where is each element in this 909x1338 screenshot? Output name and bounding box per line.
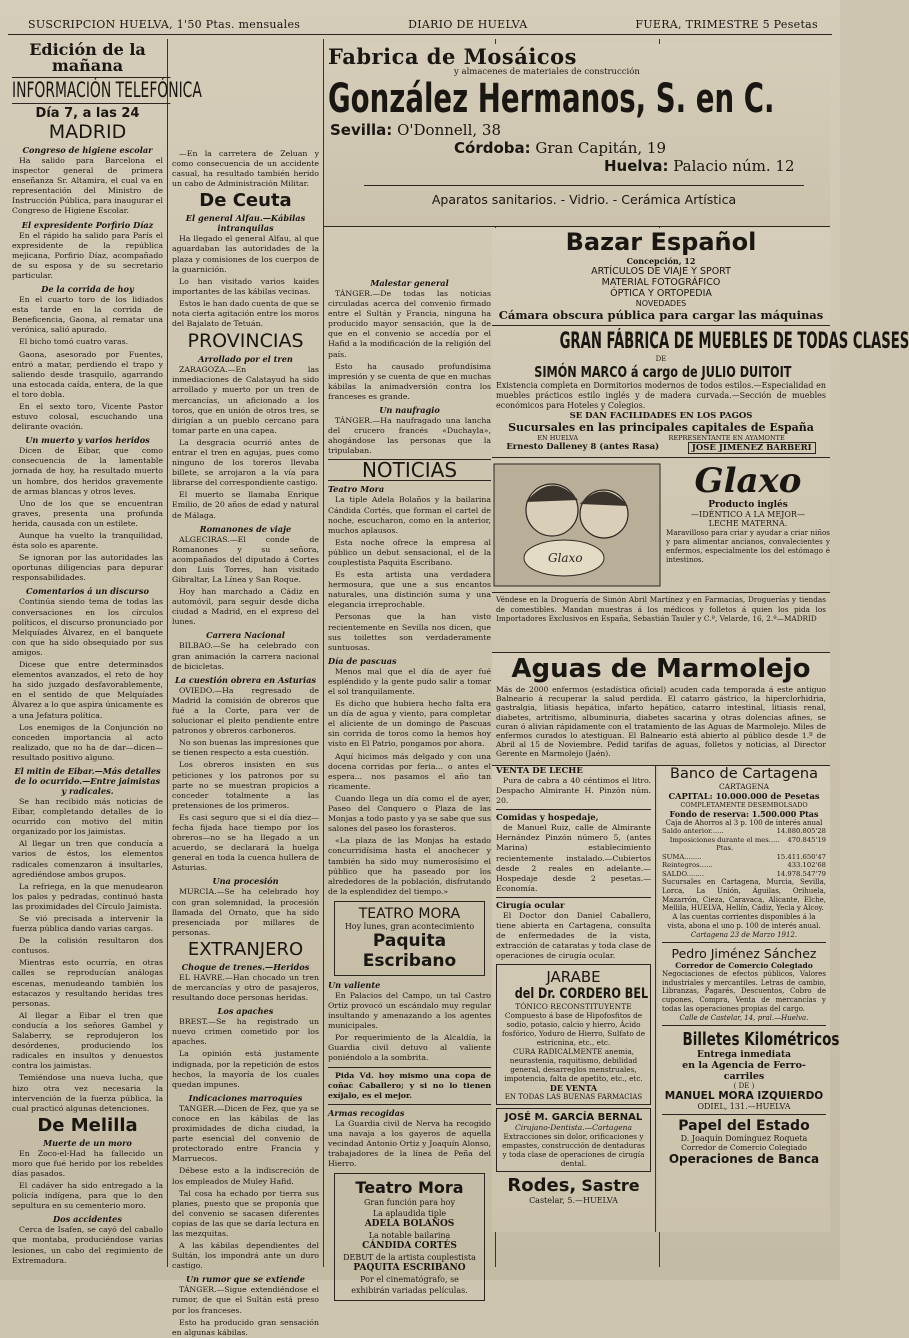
paragraph: Es dicho que hubiera hecho falta era un día de agua y viento, para completar el aliciente de un domingo de Pascuas sin corrida de toros como la hemos hoy visto en El Patrio, pongamos por ahora. xyxy=(328,699,491,749)
ad-title: Fabrica de Mosáicos xyxy=(328,44,577,69)
paragraph: Dicen de Eibar, que como consecuencia de la lamentable jornada de hoy, ha resultado muerto un hombre, dos heridos gravemente de armas blancas y otros leves. xyxy=(12,446,163,496)
paragraph: TÁNGER.—Ha naufragado una lancha del crucero francés «Duchayla», ahogándose las personas que la tripulaban. xyxy=(328,416,491,456)
paragraph: En el cuarto toro de los lidiados esta tarde en la corrida de Beneficencia, Gaona, al rematar una verónica, salió apurado. xyxy=(12,295,163,335)
ad-bazar-espanol xyxy=(492,228,830,326)
ad-text: Ernesto Dalleney 8 (antes Rasa) xyxy=(506,442,660,452)
headline: Día de pascuas xyxy=(328,655,397,666)
paragraph: Continúa siendo tema de todas las conversaciones en los círculos políticos, el discurso pronunciado por Melquíades Álvarez, en el banquete con que ha sido obsequiado por sus amigos. xyxy=(12,597,163,657)
paragraph: Débese esto a la indiscreción de los empleados de Muley Hafid. xyxy=(172,1166,319,1186)
paragraph: BILBAO.—Se ha celebrado con gran animación la carrera nacional de bicicletas. xyxy=(172,641,319,671)
bank-ledger-row xyxy=(662,853,826,862)
ad-text: Concepción, 12 xyxy=(626,256,696,266)
column-4-lower xyxy=(492,766,656,1232)
paragraph: TÁNGER.—Sigue extendiéndose el rumor, de que el Sultán está preso por los franceses. xyxy=(172,1285,319,1315)
ad-text: TÓNICO RECONSTITUYENTE xyxy=(515,1002,632,1012)
ad-title: TEATRO MORA xyxy=(358,905,461,922)
city-madrid: MADRID xyxy=(48,121,127,143)
ad-text: Calle de Castelar, 14, pral.—Huelva. xyxy=(679,1013,809,1022)
headline: Un rumor que se extiende xyxy=(186,1274,305,1285)
paragraph: BREST.—Se ha registrado un nuevo crimen cometido por los apaches. xyxy=(172,1017,319,1047)
section-informacion-telefonica: INFORMACIÓN TELEFÓNICA xyxy=(12,78,202,102)
edition-title: Edición de la mañana xyxy=(29,40,146,75)
ad-text: SIMÓN MARCO á cargo de JULIO DUITOIT xyxy=(534,363,792,381)
headline: El expresidente Porfirio Díaz xyxy=(21,219,154,230)
ad-teatro-mora-funcion xyxy=(334,1173,485,1301)
paragraph: De la colisión resultaron dos contusos. xyxy=(12,936,163,956)
paragraph: Cuando llega un día como el de ayer, Paseo del Conquero o Plaza de las Monjas a todo pasto y ya se sabe que sus salones del paseo los forasteros. xyxy=(328,793,491,834)
ad-address: Gran Capitán, 19 xyxy=(535,139,667,157)
ad-text: MATERIAL FOTOGRÁFICO xyxy=(601,277,721,288)
glaxo-distribution: Véndese en la Droguería de Simón Abril Martínez y en Farmacias, Droguerías y tiendas de comestibles. Mandan muestras á los médicos y folletos á quien los pida los Importadores Exclusivos en España, Sebastián Tauler y C.ª, Velarde, 16, 2.º—MADRID xyxy=(496,595,826,623)
ad-text: EN TODAS LAS BUENAS FARMACIAS xyxy=(504,1093,643,1102)
paragraph: No son buenas las impresiones que se tienen respecto a esta cuestión. xyxy=(172,738,319,758)
ad-text: Corredor de Comercio Colegiado xyxy=(675,960,813,970)
headline: Armas recogidas xyxy=(328,1107,405,1118)
paragraph: Ha llegado el general Alfau, al que aguardaban las autoridades de la plaza y comisiones de los cuerpos de la guarnición. xyxy=(172,234,319,274)
ad-title: Teatro Mora xyxy=(355,1178,464,1198)
paragraph: El bicho tomó cuatro varas. xyxy=(19,337,129,347)
paragraph: Es casi seguro que si el día diez—fecha fijada hace tiempo por los obreros—no se ha llegado a un acuerdo, se declarará la huelga general en toda la cuenca hullera de Asturias. xyxy=(172,812,319,873)
ad-company-name: González Hermanos, S. en C. xyxy=(328,76,775,122)
ad-title: Bazar Español xyxy=(565,228,757,256)
bank-ledger-row xyxy=(662,827,826,836)
paragraph: Al llegar a Eibar el tren que conducía a los señores Gambel y Salaberry, se reprodujeron los desórdenes, produciendo los radicales en insultos y denuestos contra los jaimistas. xyxy=(12,1010,163,1071)
ledger-value: 14.880.805'28 xyxy=(776,827,826,835)
paragraph: Personas que la han visto recientemente en Sevilla nos dicen, que sus toilettes son verdaderamente suntuosas. xyxy=(328,612,491,652)
headline: Muerte de un moro xyxy=(43,1137,132,1148)
headline: Los apaches xyxy=(217,1006,274,1017)
city-melilla: De Melilla xyxy=(37,1114,138,1136)
ad-city: Huelva: xyxy=(604,157,669,175)
divider xyxy=(496,897,651,898)
ad-text: Fondo de reserva: 1.500.000 Ptas xyxy=(669,809,819,819)
paragraph: Hoy han marchado a Cádiz en automóvil, para seguir desde dicha ciudad a Madrid, en el expreso del lunes. xyxy=(172,587,319,627)
headline: Un naufragio xyxy=(379,405,440,416)
paragraph: La tiple Adela Bolaños y la bailarina Cándida Cortés, que forman el cartel de noche, escucharon, como en la anterior, muchos aplausos. xyxy=(328,495,491,535)
paragraph: ALGECIRAS.—El conde de Romanones y su señora, acompañados del diputado á Cortes don Luis Torres, han visitado Gibraltar, La Línea y San Roque. xyxy=(172,534,319,584)
paragraph: El cadáver ha sido entregado a la policía indígena, para que lo den sepultura en su cementerio moro. xyxy=(12,1181,163,1211)
ad-text: DEBUT de la artista couplestista xyxy=(343,1253,476,1263)
ad-products: Aparatos sanitarios. - Vidrio. - Cerámica Artística xyxy=(364,185,804,207)
ad-text: Operaciones de Banca xyxy=(668,1151,820,1166)
headline: Comentarios á un discurso xyxy=(26,586,149,597)
bank-ledger-row xyxy=(662,836,826,853)
ad-glaxo xyxy=(492,458,830,593)
paragraph: Lo han visitado varios kaides importantes de las kábilas vecinas. xyxy=(172,276,319,296)
ad-text: Maravilloso para criar y ayudar a criar niños y para alimentar ancianos, convalecientes y enfermos, especialmente los del estómago é intestinos. xyxy=(666,528,830,564)
headline: Cirugía ocular xyxy=(496,900,565,911)
ad-text: Gran función para hoy xyxy=(363,1198,455,1208)
ad-text: CARTAGENA xyxy=(718,782,770,791)
ledger-label: Imposiciones durante el mes..... Ptas. xyxy=(669,835,780,852)
headline: Indicaciones marroquíes xyxy=(188,1092,303,1103)
ad-title: Papel del Estado xyxy=(678,1117,810,1134)
paragraph: Pura de cabra a 40 céntimos el litro. Despacho Almirante H. Pinzón núm. 20. xyxy=(496,776,651,806)
ad-text: CÁNDIDA CORTÉS xyxy=(362,1241,457,1252)
paragraph: Esto ha producido gran sensación en algunas kábilas. xyxy=(172,1317,319,1337)
paragraph: El Doctor don Daniel Caballero, tiene abierta en Cartagena, consulta de enfermedades de la vista, extracción de cataratas y toda clase de operaciones de cirugía ocular. xyxy=(496,910,651,961)
ad-text: Sucursales en Cartagena, Murcia, Sevilla, Lorca, La Unión, Águilas, Orihuela, Mazarrón, Cieza, Caravaca, Alicante, Elche, Mellila, HUELVA, Hellín, Cádiz, Yecla y Alcoy. xyxy=(662,878,826,913)
ad-banco-cartagena xyxy=(662,766,826,943)
ad-text: Por el cinematógrafo, se exhibirán variadas películas. xyxy=(351,1275,468,1296)
ad-title: Sastre xyxy=(581,1176,640,1196)
paragraph: Esta noche ofrece la empresa al público un debut sensacional, el de la couplestista Paquita Escribano. xyxy=(328,537,491,567)
paragraph: El muerto se llamaba Enrique Emilio, de 20 años de edad y natural de Málaga. xyxy=(172,490,319,520)
paragraph: Los obreros insisten en sus peticiones y los patronos por su parte no se muestran propicios a conceder totalmente a las pretensiones de los primeros. xyxy=(172,760,319,810)
ledger-label: SALDO........ xyxy=(662,869,704,878)
ad-text: NOVEDADES xyxy=(635,299,687,308)
divider xyxy=(328,1067,491,1068)
paragraph: En el sexto toro, Vicente Pastor estuvo colosal, escuchando una delirante ovación. xyxy=(12,401,163,432)
ad-text: PAQUITA ESCRIBANO xyxy=(353,1263,466,1274)
paragraph: Los enemigos de la Conjunción no conceden importancia al acto realizado, que no ha de dar—dicen—resultado positivo alguno. xyxy=(12,722,163,762)
paragraph: TÁNGER.—De todas las noticias circuladas acerca del convenio firmado entre el Sultán y Francia, ninguna ha producido mayor sensación, que la de que en el convenio se accedía por el Hafid a la modificación de la religión del país. xyxy=(328,289,491,359)
ad-text: Castelar, 5.—HUELVA xyxy=(529,1196,618,1206)
ad-text: Sucursales en las principales capitales de España xyxy=(508,421,814,434)
paragraph: Uno de los que se encuentran graves, presenta una profunda herida, causada con un estilete. xyxy=(12,498,163,528)
headline: Malestar general xyxy=(370,278,449,288)
bank-ledger-row xyxy=(662,870,826,879)
ad-text: Corredor de Comercio Colegiado xyxy=(681,1142,807,1152)
ad-subtitle: y almacenes de materiales de construcción xyxy=(454,67,640,77)
paragraph: TANGER.—Dicen de Fez, que ya se conoce en las kábilas de las proximidades de dicha ciudad, la parte esencial del convenio de protectorado entre Francia y Marruecos. xyxy=(172,1103,319,1164)
glaxo-logo: Glaxo xyxy=(694,461,802,501)
headline: Romanones de viaje xyxy=(199,523,292,534)
ad-text: Existencia completa en Dormitorios modernos de todos estilos.—Especialidad en muebles prácticos estilo inglés y de madera curvada.—Sección de muebles económicos para Hoteles y Colegios. xyxy=(496,381,826,410)
ad-pedro-jimenez xyxy=(662,943,826,1026)
paragraph: EL HAVRE.—Han chocado un tren de mercancías y otro de pasajeros, resultando doce personas heridas. xyxy=(172,972,319,1003)
paragraph: La refriega, en la que menudearon los palos y pedradas, continuó hasta las proximidades del Círculo Jaimista. xyxy=(12,881,163,911)
paragraph: Tal cosa ha echado por tierra sus planes, puesto que se proponía que del convenio se sacasen diferentes copias de las que se daría lectura en las mezquitas. xyxy=(172,1188,319,1238)
paragraph: Cerca de Isafen, se cayó del caballo que montaba, produciéndose varias lesiones, un cabo del regimiento de Extremadura. xyxy=(12,1225,163,1265)
ad-text: ODIEL, 131.—HUELVA xyxy=(697,1101,791,1111)
ad-text: Producto inglés xyxy=(708,500,788,510)
ad-text: La notable bailarina xyxy=(368,1231,451,1241)
ad-text: Cámara obscura pública para cargar las máquinas xyxy=(498,308,824,322)
ad-text: ARTÍCULOS DE VIAJE Y SPORT xyxy=(591,266,731,277)
ad-text: Hoy lunes, gran acontecimiento xyxy=(344,921,475,931)
headline: La cuestión obrera en Asturias xyxy=(174,674,317,685)
ad-text: ( DE ) xyxy=(733,1081,755,1090)
section-extranjero: EXTRANJERO xyxy=(187,938,304,960)
paragraph: A las kábilas dependientes del Sultán, los impondrá ante un duro castigo. xyxy=(172,1241,319,1271)
paragraph: Gaona, asesorado por Fuentes, entró a matar, perdiendo el trapo y saliendo desde trasquilo, agarrando una estocada caída, entera, de la que el toro dobla. xyxy=(12,349,163,399)
paragraph: de Manuel Ruiz, calle de Almirante Hernández Pinzón número 5, (antes Marina) establecimiento recientemente instalado.—Cubiertos desde 2 reales en adelante.—Hospedaje desde 2 pesetas.—Economía. xyxy=(496,823,651,893)
ad-text: ADELA BOLAÑOS xyxy=(364,1219,455,1230)
ledger-value: 433.102'68 xyxy=(787,861,826,869)
ad-text: A las cuentas corrientes disponibles á la vista, abona el uno p. 100 de interés anual. xyxy=(667,913,821,930)
ad-text: Extracciones sin dolor, orificaciones y empastes, construcción de dentaduras y toda clase de operaciones de cirugía dental. xyxy=(502,1132,645,1169)
paragraph: En Zoco-el-Had ha fallecido un moro que fué herido por los rebeldes días pasados. xyxy=(12,1148,163,1178)
ad-title: Rodes, xyxy=(507,1175,577,1197)
paragraph: La opinión está justamente indignada, por la repetición de estos hechos, la mayoría de los cuales quedan impunes. xyxy=(172,1049,319,1089)
ad-title: JOSÉ M. GARCÍA BERNAL xyxy=(504,1112,643,1124)
ledger-value: 14.978.547'79 xyxy=(776,869,826,878)
headline: El general Alfau.—Kábilas intranquilas xyxy=(185,213,306,234)
bank-ledger xyxy=(662,827,826,878)
ad-text: La aplaudida tiple xyxy=(372,1209,447,1219)
ad-city: Sevilla: xyxy=(330,121,393,139)
paragraph: Ha salido para Barcelona el inspector general de primera enseñanza Sr. Altamira, el cual va en representación del Ministro de Instrucción Pública, para inaugurar el Congreso de Higiene Escolar. xyxy=(12,156,164,216)
headline: Teatro Mora xyxy=(328,484,385,495)
ad-teatro-mora-paquita xyxy=(334,901,485,976)
paragraph: Aunque ha vuelto la tranquilidad, ésta solo es aparente. xyxy=(12,531,163,551)
ad-text: MANUEL MORA IZQUIERDO xyxy=(664,1089,824,1102)
ad-text: CAPITAL: 10.000.000 de Pesetas xyxy=(668,791,820,801)
headline: Un muerto y varios heridos xyxy=(25,435,150,446)
ad-aguas-marmolejo xyxy=(492,652,830,766)
ad-text: Caja de Ahorros al 3 p. 100 de interés anual xyxy=(665,819,823,827)
ad-text: LECHE MATERNA. xyxy=(708,519,788,528)
subscription-local: SUSCRIPCION HUELVA, 1'50 Ptas. mensuales xyxy=(28,18,301,31)
paragraph: En el rápido ha salido para París el expresidente de la república mejicana, Porfirio Díaz, acompañado de su esposa y de su secretario particular. xyxy=(12,230,163,280)
column-2 xyxy=(168,39,324,1337)
ad-title: GRAN FÁBRICA DE MUEBLES DE TODAS CLASES xyxy=(559,329,909,354)
divider xyxy=(496,809,651,810)
ad-muebles-simon-marco xyxy=(492,326,909,458)
paragraph: Estos le han dado cuenta de que se nota cierta agitación entre los moros del Bajalato de Tetuán. xyxy=(172,298,319,329)
ad-cognac: Pida Vd. hoy mismo una copa de coñac Caballero; y si no lo tienen exíjalo, es el mejor. xyxy=(328,1070,491,1100)
ad-title: Pedro Jiménez Sánchez xyxy=(671,945,817,961)
headline: Una procesión xyxy=(212,876,279,887)
ad-text: COMPLETAMENTE DESEMBOLSADO xyxy=(680,801,808,809)
ad-text: JOSÉ JIMÉNEZ BARBERI xyxy=(688,442,816,454)
paragraph: En Palacios del Campo, un tal Castro Ortiz provocó un escándalo muy regular insultando y amenazando a los agentes municipales. xyxy=(328,990,491,1031)
paragraph: La Guardia civil de Nerva ha recogido una navaja a los gayeros de aquella vecindad Antonio Ortiz y Joaquín Alonso, trabajadores de la línea de Peña del Hierro. xyxy=(328,1118,491,1169)
newspaper-name: DIARIO DE HUELVA xyxy=(408,18,528,31)
ad-text: en la Agencia de Ferro-carriles xyxy=(682,1059,806,1082)
ad-title: del Dr. CORDERO BEL xyxy=(514,986,649,1003)
headline: Carrera Nacional xyxy=(206,630,285,641)
subscription-external: FUERA, TRIMESTRE 5 Pesetas xyxy=(635,18,818,31)
paragraph: Por requerimiento de la Alcaldía, la Guardia civil detuvo al valiente poniéndolo a la sombrita. xyxy=(328,1033,491,1063)
paragraph: MURCIA.—Se ha celebrado hoy con gran solemnidad, la procesión llamada del Ornato, que ha sido presenciada por millares de personas. xyxy=(172,887,319,937)
paragraph: Es esta artista una verdadera hermosura, que une a sus encantos naturales, una distinción suma y una elegancia irreprochable. xyxy=(328,570,491,610)
ledger-label: SUMA........ xyxy=(662,852,702,861)
paragraph: Esto ha causado profundísima impresión y se cuenta de que en muchas kábilas la animadversión contra los franceses es grande. xyxy=(328,361,491,401)
ad-text: CURA RADICALMENTE anemia, neurastenia, raquitismo, debilidad general, desarreglos menstruales, impotencia, falta de apetito, etc., etc. xyxy=(504,1047,643,1084)
ad-title: Aguas de Marmolejo xyxy=(511,654,811,684)
ad-text: Cartagena 23 de Marzo 1912. xyxy=(690,930,798,939)
headline: VENTA DE LECHE xyxy=(496,766,583,776)
ledger-label: Reintegros...... xyxy=(662,861,713,869)
headline: Choque de trenes.—Heridos xyxy=(181,961,310,972)
ad-text: ÓPTICA Y ORTOPEDIA xyxy=(610,288,712,299)
headline: Comidas y hospedaje, xyxy=(496,813,599,824)
ad-text: Entrega inmediata xyxy=(696,1049,792,1060)
ad-title: Banco de Cartagena xyxy=(670,766,818,782)
headline: De la corrida de hoy xyxy=(41,284,134,295)
ledger-value: 15.411.650'47 xyxy=(776,852,826,861)
column-5-lower xyxy=(658,766,840,1232)
paragraph: —En la carretera de Zeluan y como consecuencia de un accidente casual, ha resultado también herido un cabo de Administración Militar. xyxy=(172,149,319,189)
ad-text: Compuesto á base de Hipofosfitos de sodio, potasio, calcio y hierro, Ácido fosfórico, Yoduro de Hierro, Sulfato de estricnina, etc., etc. xyxy=(501,1011,646,1048)
paragraph: Se han recibido más noticias de Eibar, completando detalles de lo ocurrido con motivo del mitin organizado por los jaimistas. xyxy=(12,796,163,837)
svg-text:Glaxo: Glaxo xyxy=(548,551,583,565)
headline: Un valiente xyxy=(328,979,381,990)
ad-text: Más de 2000 enfermos (estadística oficial) acuden cada temporada á este antiguo Balneario á recuperar la salud perdida. El catarro gástrico, la hiperclorhidria, gastralgia, litiasis hepática, infarto hepático, catarro intestinal, litiasis renal, diabetes, artritismo, albuminuria, diabetes sacarina y otras dolencias afines, se curan ó alivian rápidamente con el tratamiento de las Aguas de Marmolejo. Miles de enfermos curados lo atestiguan. El Balneario está abierto al público desde 1.º de Abril al 15 de Noviembre. Pedid tarifas de aguas, folletos y noticias, al Director Gerente en Marmolejo (Jaén). xyxy=(496,685,826,759)
ad-garcia-bernal xyxy=(496,1108,651,1172)
glaxo-children-illustration xyxy=(492,462,662,588)
ad-text: DE VENTA xyxy=(549,1083,598,1094)
dateline: Día 7, a las 24 xyxy=(35,106,140,121)
ad-address: Palacio núm. 12 xyxy=(673,157,795,175)
bank-ledger-row xyxy=(662,861,826,870)
ad-text: —IDÉNTICO A LA MEJOR— xyxy=(691,510,805,519)
ad-text: SE DAN FACILIDADES EN LOS PAGOS xyxy=(569,411,753,421)
ledger-label: Saldo anterior...... xyxy=(662,827,724,835)
paragraph: «La plaza de las Monjas ha estado concurridísima hasta el anochecer y también ha sido muy numerosísimo el público que ha paseado por los alrededores de la población, disfrutando de la esplendidez del tiempo.» xyxy=(328,836,491,896)
ad-text: D. Joaquín Domínguez Roqueta xyxy=(680,1133,808,1143)
column-1 xyxy=(8,39,202,1267)
headline: Arrollado por el tren xyxy=(198,354,293,365)
paragraph: ZARAGOZA.—En las inmediaciones de Calatayud ha sido arrollado y muerto por un tren de mercancías, un aficionado a los toros, que en unión de otros tres, se dirigían a un pueblo cercano para tomar parte en una capea. xyxy=(172,365,319,435)
headline: El mitin de Eibar.—Más detalles de lo ocurrido.—Entre jaimistas y radicales. xyxy=(14,765,161,796)
paragraph: Dicese que entre determinados elementos avanzados, el reto de hoy ha sido juzgado desfavorablemente, en el sentido de que Melquíades Álvarez a lo que aspira únicamente es a una Jefatura política. xyxy=(12,660,163,720)
paragraph: OVIEDO.—Ha regresado de Madrid la comisión de obreros que fué a la Corte, para ver de solucionar el pleito pendiente entre patronos y obreros carboneros. xyxy=(172,685,319,736)
ad-text: REPRESENTANTE EN AYAMONTE xyxy=(668,434,785,442)
section-noticias: NOTICIAS xyxy=(328,459,491,481)
ad-fabrica-mosaicos xyxy=(324,44,830,227)
paragraph: Al llegar un tren que conducía a varios de éstos, los elementos radicales comenzaron á insultarles, agrediéndose ambos grupos. xyxy=(12,839,163,879)
divider xyxy=(328,1104,491,1105)
headline: Dos accidentes xyxy=(53,1214,122,1225)
paragraph: Se ignoran por las autoridades las oportunas diligencias para depurar responsabilidades. xyxy=(12,553,163,583)
ad-title: Billetes Kilométricos xyxy=(682,1028,840,1050)
ad-billetes-kilometricos xyxy=(662,1026,840,1115)
headline: Congreso de higiene escolar xyxy=(22,145,153,155)
paragraph: La desgracia ocurrió antes de entrar el tren en agujas, pues como ninguno de los toreros llevaba billete, se arrojaron a la vía para librarse del correspondiente castigo. xyxy=(172,437,319,488)
paragraph: Menos mal que el día de ayer fué espléndido y la gente pudo salir a tomar el sol tranquilamente. xyxy=(328,666,491,696)
ad-city: Córdoba: xyxy=(454,139,531,157)
ad-text: EN HUELVA xyxy=(537,434,579,442)
masthead xyxy=(8,18,832,35)
paragraph: Temiéndose una nueva lucha, que hizo otra vez necesaria la intervención de la fuerza pública, la cual practicó algunas detenciones. xyxy=(12,1073,163,1113)
ad-text: Negociaciones de efectos públicos, Valores industriales y mercantiles. Letras de cambio, Libranzas, Pagarés, Descuentos, Cobro de cupones, Compra, Venta de mercancías y todas las operaciones propias del cargo. xyxy=(662,969,826,1013)
ledger-value: 470.845'19 xyxy=(787,835,826,844)
ad-text: Cirujano-Dentista.—Cartagena xyxy=(515,1123,632,1133)
paragraph: Mientras esto ocurría, en otras calles se reproducían análogas escenas, menudeando también los estacazos y resultando heridas tres personas. xyxy=(12,958,163,1008)
paragraph: Aquí hicimos más delgado y con una docena corridas por feria... o antes el espera... nos pasamos el año tan ricamente. xyxy=(328,751,491,791)
section-provincias: PROVINCIAS xyxy=(187,330,304,353)
ad-title: JARABE xyxy=(546,968,601,987)
ad-headline: Paquita Escribano xyxy=(362,930,457,971)
ad-rodes-sastre xyxy=(496,1175,651,1205)
ad-address: O'Donnell, 38 xyxy=(397,121,501,139)
ad-text: DE xyxy=(655,355,667,363)
ad-papel-del-estado xyxy=(662,1115,826,1169)
paragraph: Se vió precisada a intervenir la fuerza pública dando varias cargas. xyxy=(12,914,163,934)
ad-jarabe-cordero-bel xyxy=(496,964,651,1105)
city-ceuta: De Ceuta xyxy=(199,190,292,212)
